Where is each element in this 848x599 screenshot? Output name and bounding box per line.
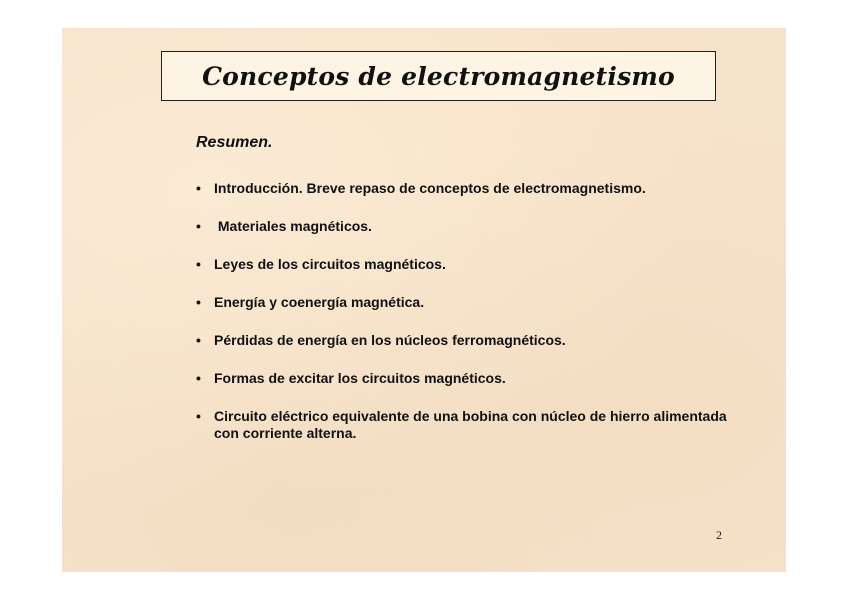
bullet-item	[194, 408, 754, 442]
bullet-text: Introducción. Breve repaso de conceptos de electromagnetismo.	[214, 180, 646, 196]
bullet-text: Leyes de los circuitos magnéticos.	[214, 256, 446, 272]
bullet-dot-icon: •	[196, 256, 201, 272]
bullet-text: Energía y coenergía magnética.	[214, 294, 425, 310]
slide	[62, 28, 786, 572]
bullet-text: Circuito eléctrico equivalente de una bobina con núcleo de hierro alimentada con corriente alterna.	[214, 408, 727, 441]
page-number: 2	[716, 528, 722, 542]
bullet-item	[194, 370, 754, 387]
bullet-dot-icon: •	[196, 218, 201, 234]
bullet-text: Materiales magnéticos.	[214, 218, 372, 234]
title-box	[161, 51, 716, 101]
bullet-text: Formas de excitar los circuitos magnéticos.	[214, 370, 506, 386]
bullet-item	[194, 294, 754, 311]
bullet-dot-icon: •	[196, 180, 201, 196]
bullet-list	[194, 180, 754, 463]
bullet-item	[194, 256, 754, 273]
bullet-item	[194, 180, 754, 197]
bullet-item	[194, 218, 754, 235]
bullet-item	[194, 332, 754, 349]
bullet-dot-icon: •	[196, 332, 201, 348]
bullet-dot-icon: •	[196, 408, 201, 424]
bullet-dot-icon: •	[196, 370, 201, 386]
summary-heading: Resumen.	[196, 134, 273, 151]
bullet-text: Pérdidas de energía en los núcleos ferromagnéticos.	[214, 332, 566, 348]
slide-title: Conceptos de electromagnetismo	[202, 61, 675, 91]
bullet-dot-icon: •	[196, 294, 201, 310]
